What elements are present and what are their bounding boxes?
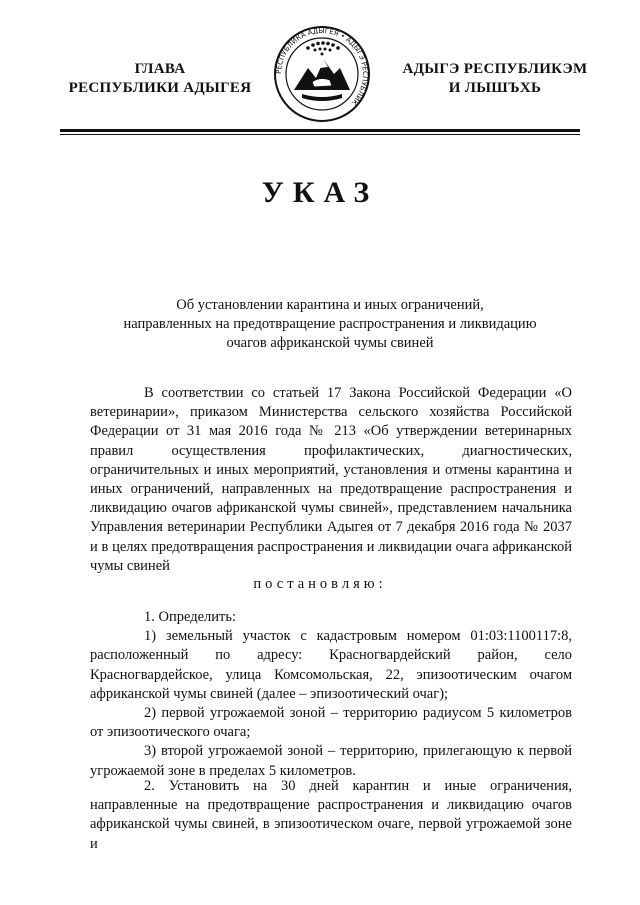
item-1-heading: 1. Определить:: [144, 609, 237, 625]
subject-line: направленных на предотвращение распространения и ликвидацию: [123, 316, 537, 332]
document-subject: [90, 296, 570, 353]
subject-line: Об установлении карантина и иных ограничений,: [176, 297, 484, 313]
header-right-line2: И ЛЫШЪХЬ: [448, 80, 542, 96]
header-left: [55, 60, 265, 98]
header-divider-thin: [60, 134, 580, 135]
header-right: [390, 60, 600, 98]
coat-of-arms-icon: [272, 24, 372, 124]
emblem-ring-text: РЕСПУБЛИКА АДЫГЕЯ • АДЫГЭ РЕСПУБЛИК: [274, 26, 370, 107]
header-left-line2: РЕСПУБЛИКИ АДЫГЕЯ: [68, 80, 252, 96]
item-1-block: [90, 608, 572, 781]
preamble-paragraph: В соответствии со статьей 17 Закона Российской Федерации «О ветеринарии», приказом Министерства сельского хозяйства Российской Федерации от 31 мая 2016 года № 213 «Об утверждении ветеринарных правил осуществления профилактических, диагностических, ограничительных и иных мероприятий, установления и отмены карантина и иных ограничений, направленных на предотвращение распространения и ликвидацию очагов африканской чумы свиней», представлением начальника Управления ветеринарии Республики Адыгея от 7 декабря 2016 года № 2037 и в целях предотвращения распространения и ликвидации очага африканской чумы свиней: [90, 385, 572, 574]
header-right-line1: АДЫГЭ РЕСПУБЛИКЭМ: [402, 61, 588, 77]
item-1-sub-3: 3) второй угрожаемой зоной – территорию, прилегающую к первой угрожаемой зоне в пределах 5 километров.: [90, 743, 572, 779]
decree-word: постановляю:: [253, 576, 387, 592]
item-1-sub-1: 1) земельный участок с кадастровым номером 01:03:1100117:8, расположенный по адресу: Красногвардейский район, село Красногвардейское, улица Комсомольская, 22, эпизоотическим очагом африканской чумы свиней (далее – эпизоотический очаг);: [90, 628, 572, 702]
header-divider-thick: [60, 129, 580, 132]
item-2-paragraph: 2. Установить на 30 дней карантин и иные ограничения, направленные на предотвращение распространения и ликвидацию очагов африканской чумы свиней, в эпизоотическом очаге, первой угрожаемой зоне и: [90, 778, 572, 852]
subject-line: очагов африканской чумы свиней: [226, 335, 434, 351]
item-1-sub-2: 2) первой угрожаемой зоной – территорию радиусом 5 километров от эпизоотического очага;: [90, 705, 572, 741]
header-left-line1: ГЛАВА: [134, 61, 186, 77]
document-title: УКАЗ: [261, 176, 379, 209]
